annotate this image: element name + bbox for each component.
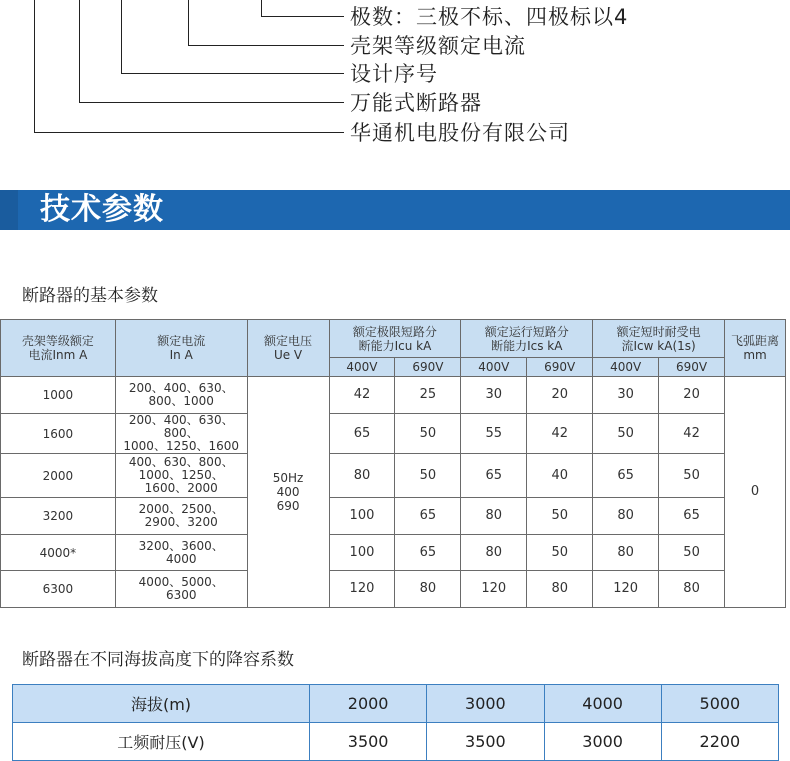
legend-breaker-type: 万能式断路器 — [350, 91, 482, 115]
leader-line — [261, 0, 262, 17]
altitude-header-row — [13, 685, 779, 723]
leader-line — [261, 16, 344, 17]
altitude-table — [12, 684, 779, 761]
header-arc-distance: 飞弧距离 mm — [725, 320, 786, 377]
cell-ics-690: 80 — [527, 571, 593, 608]
cell-rated-current: 200、400、630、 800、1000 — [115, 377, 247, 414]
cell-frame: 3200 — [1, 498, 116, 535]
leader-line — [121, 73, 344, 74]
cell-icu-690: 80 — [395, 571, 461, 608]
cell-icu-400: 100 — [329, 498, 395, 535]
cell-frame: 6300 — [1, 571, 116, 608]
cell-icw-400: 50 — [593, 414, 659, 454]
altitude-heading: 断路器在不同海拔高度下的降容系数 — [22, 650, 294, 670]
cell-ics-690: 40 — [527, 454, 593, 498]
cell-withstand-value: 3500 — [310, 723, 427, 761]
cell-rated-voltage: 50Hz 400 690 — [247, 377, 329, 608]
cell-frame: 4000* — [1, 535, 116, 571]
cell-ics-400: 30 — [461, 377, 527, 414]
table-row — [1, 377, 786, 414]
cell-ics-400: 55 — [461, 414, 527, 454]
legend-poles: 极数：三极不标、四极标以4 — [350, 5, 629, 29]
cell-frame: 1000 — [1, 377, 116, 414]
legend-company: 华通机电股份有限公司 — [350, 121, 570, 145]
cell-icw-690: 50 — [659, 535, 725, 571]
cell-icu-400: 120 — [329, 571, 395, 608]
cell-icu-690: 25 — [395, 377, 461, 414]
cell-rated-current: 4000、5000、 6300 — [115, 571, 247, 608]
table-row — [1, 498, 786, 535]
cell-altitude-value: 5000 — [661, 685, 778, 723]
cell-rated-current: 400、630、800、 1000、1250、 1600、2000 — [115, 454, 247, 498]
cell-icu-400: 65 — [329, 414, 395, 454]
header-ics: 额定运行短路分 断能力Ics kA — [461, 320, 593, 358]
cell-altitude-value: 4000 — [544, 685, 661, 723]
cell-rated-current: 2000、2500、 2900、3200 — [115, 498, 247, 535]
header-rated-voltage: 额定电压 Ue V — [247, 320, 329, 377]
cell-icu-690: 65 — [395, 535, 461, 571]
table-row — [1, 535, 786, 571]
basic-params-heading: 断路器的基本参数 — [22, 286, 158, 306]
cell-ics-690: 50 — [527, 498, 593, 535]
cell-ics-400: 120 — [461, 571, 527, 608]
banner-accent — [0, 190, 18, 230]
cell-icw-690: 42 — [659, 414, 725, 454]
cell-icu-400: 80 — [329, 454, 395, 498]
cell-arc-distance: 0 — [725, 377, 786, 608]
cell-icw-690: 65 — [659, 498, 725, 535]
header-icw: 额定短时耐受电 流Icw kA(1s) — [593, 320, 725, 358]
cell-ics-400: 80 — [461, 535, 527, 571]
cell-ics-690: 20 — [527, 377, 593, 414]
cell-rated-current: 3200、3600、 4000 — [115, 535, 247, 571]
header-icw-400v: 400V — [593, 358, 659, 377]
header-icu: 额定极限短路分 断能力Icu kA — [329, 320, 461, 358]
cell-icw-400: 65 — [593, 454, 659, 498]
cell-altitude-label: 海拔(m) — [13, 685, 310, 723]
cell-icw-690: 50 — [659, 454, 725, 498]
table-row — [1, 414, 786, 454]
legend-frame-current: 壳架等级额定电流 — [350, 34, 526, 58]
header-ics-690v: 690V — [527, 358, 593, 377]
header-frame-current: 壳架等级额定 电流Inm A — [1, 320, 116, 377]
cell-altitude-value: 2000 — [310, 685, 427, 723]
section-banner — [0, 190, 790, 230]
cell-icu-690: 50 — [395, 414, 461, 454]
cell-icw-400: 30 — [593, 377, 659, 414]
cell-withstand-value: 3500 — [427, 723, 544, 761]
cell-icw-690: 20 — [659, 377, 725, 414]
table-row — [1, 571, 786, 608]
cell-icw-400: 80 — [593, 498, 659, 535]
cell-icu-690: 65 — [395, 498, 461, 535]
cell-ics-690: 42 — [527, 414, 593, 454]
header-ics-400v: 400V — [461, 358, 527, 377]
cell-withstand-value: 2200 — [661, 723, 778, 761]
table-row — [1, 454, 786, 498]
header-icw-690v: 690V — [659, 358, 725, 377]
cell-withstand-label: 工频耐压(V) — [13, 723, 310, 761]
cell-icw-400: 80 — [593, 535, 659, 571]
cell-icu-400: 42 — [329, 377, 395, 414]
cell-frame: 2000 — [1, 454, 116, 498]
header-icu-400v: 400V — [329, 358, 395, 377]
header-rated-current: 额定电流 In A — [115, 320, 247, 377]
cell-icw-400: 120 — [593, 571, 659, 608]
model-code-diagram — [0, 0, 790, 160]
leader-line — [34, 132, 344, 133]
basic-params-table — [0, 319, 786, 608]
leader-line — [188, 0, 189, 46]
cell-withstand-value: 3000 — [544, 723, 661, 761]
cell-ics-690: 50 — [527, 535, 593, 571]
header-icu-690v: 690V — [395, 358, 461, 377]
leader-line — [34, 0, 35, 133]
leader-line — [79, 102, 344, 103]
legend-design-number: 设计序号 — [350, 62, 438, 86]
section-title: 技术参数 — [40, 192, 164, 227]
cell-frame: 1600 — [1, 414, 116, 454]
leader-line — [121, 0, 122, 74]
cell-rated-current: 200、400、630、800、 1000、1250、1600 — [115, 414, 247, 454]
cell-icu-690: 50 — [395, 454, 461, 498]
cell-ics-400: 65 — [461, 454, 527, 498]
cell-ics-400: 80 — [461, 498, 527, 535]
cell-icu-400: 100 — [329, 535, 395, 571]
leader-line — [188, 45, 344, 46]
cell-icw-690: 80 — [659, 571, 725, 608]
leader-line — [79, 0, 80, 103]
cell-altitude-value: 3000 — [427, 685, 544, 723]
withstand-voltage-row — [13, 723, 779, 761]
